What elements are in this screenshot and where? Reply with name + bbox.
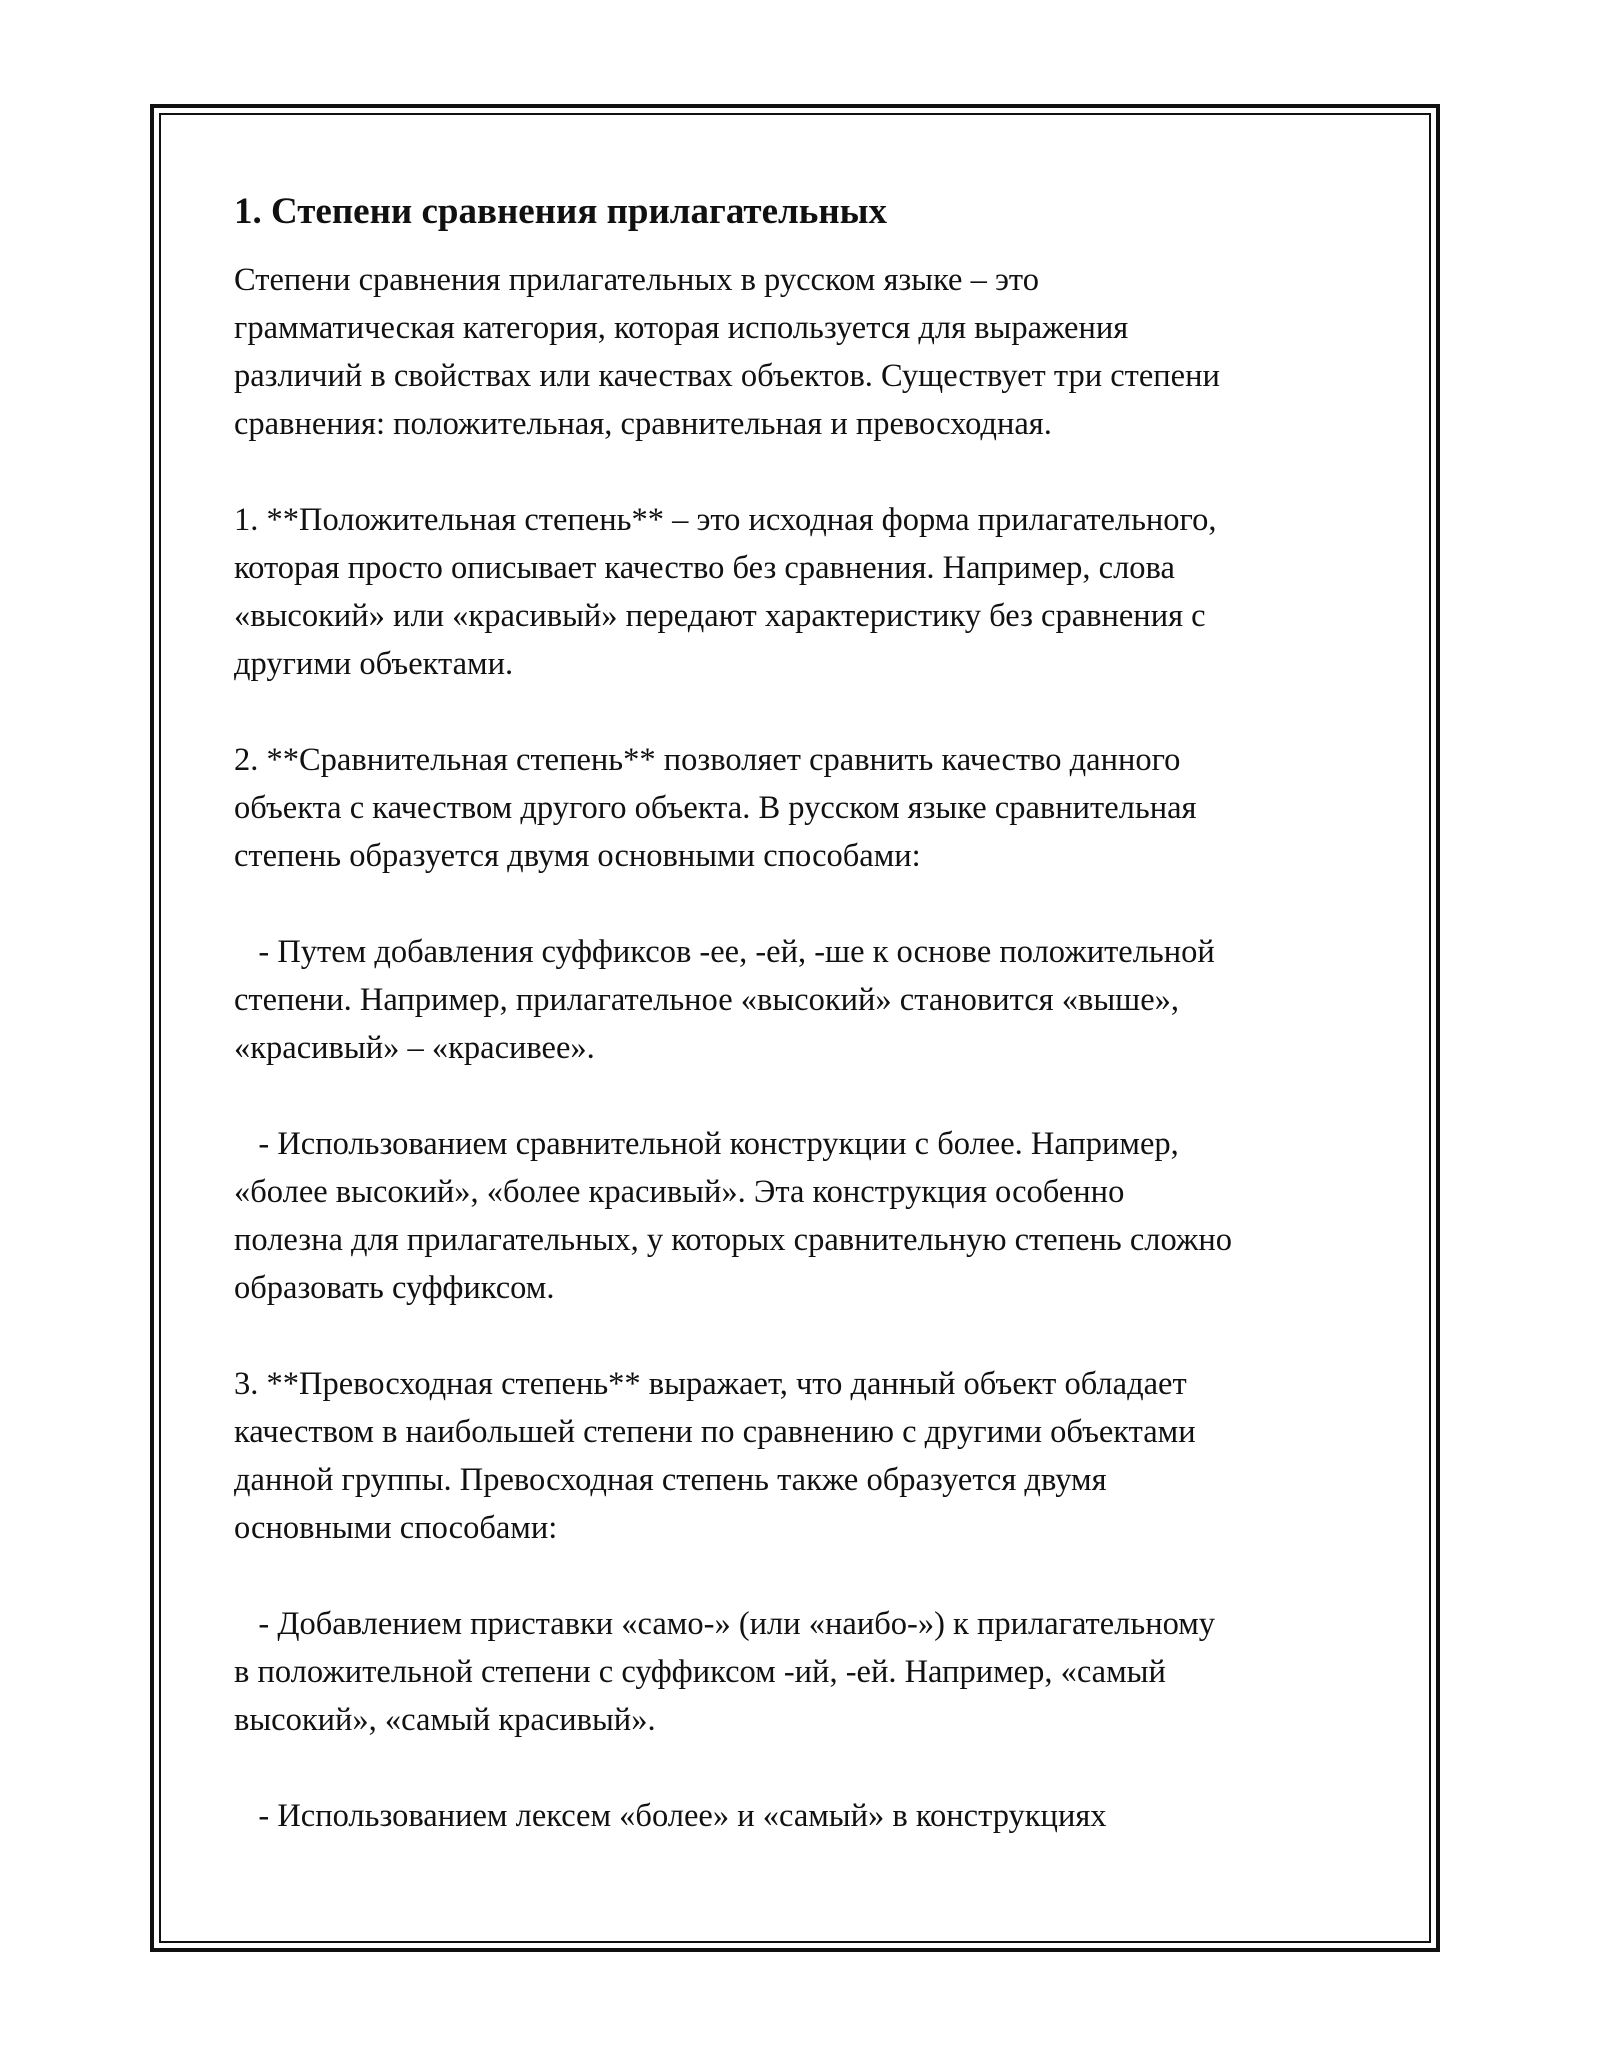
- paragraph-spacer: [234, 1072, 1374, 1120]
- text-line: - Путем добавления суффиксов -ее, -ей, -ше к основе положительной: [234, 934, 1215, 970]
- paragraph-comparative-suffixes: [234, 928, 1374, 1072]
- document-content: [234, 188, 1374, 1840]
- paragraph-superlative-degree: [234, 1360, 1374, 1552]
- paragraph-superlative-prefix: [234, 1600, 1374, 1744]
- text-line: которая просто описывает качество без сравнения. Например, слова: [234, 550, 1175, 586]
- paragraph-spacer: [234, 1312, 1374, 1360]
- text-line: другими объектами.: [234, 646, 514, 682]
- text-line: 3. **Превосходная степень** выражает, что данный объект обладает: [234, 1366, 1187, 1402]
- text-line: степень образуется двумя основными способами:: [234, 838, 921, 874]
- section-heading: 1. Степени сравнения прилагательных: [234, 191, 888, 232]
- text-line: - Использованием лексем «более» и «самый» в конструкциях: [234, 1798, 1107, 1834]
- text-line: качеством в наибольшей степени по сравнению с другими объектами: [234, 1414, 1196, 1450]
- paragraph-comparative-degree: [234, 736, 1374, 880]
- paragraph-spacer: [234, 880, 1374, 928]
- text-line: «более высокий», «более красивый». Эта конструкция особенно: [234, 1174, 1125, 1210]
- paragraph-spacer: [234, 688, 1374, 736]
- paragraph-spacer: [234, 1552, 1374, 1600]
- text-line: «высокий» или «красивый» передают характеристику без сравнения с: [234, 598, 1206, 634]
- text-line: различий в свойствах или качествах объектов. Существует три степени: [234, 358, 1220, 394]
- text-line: основными способами:: [234, 1510, 558, 1546]
- text-line: степени. Например, прилагательное «высокий» становится «выше»,: [234, 982, 1179, 1018]
- text-line: объекта с качеством другого объекта. В русском языке сравнительная: [234, 790, 1197, 826]
- text-line: высокий», «самый красивый».: [234, 1702, 656, 1738]
- text-line: 2. **Сравнительная степень** позволяет сравнить качество данного: [234, 742, 1181, 778]
- text-line: «красивый» – «красивее».: [234, 1030, 595, 1066]
- text-line: 1. **Положительная степень** – это исходная форма прилагательного,: [234, 502, 1217, 538]
- text-line: полезна для прилагательных, у которых сравнительную степень сложно: [234, 1222, 1233, 1258]
- paragraph-spacer: [234, 448, 1374, 496]
- text-line: образовать суффиксом.: [234, 1270, 555, 1306]
- paragraph-comparative-construction: [234, 1120, 1374, 1312]
- text-line: в положительной степени с суффиксом -ий, -ей. Например, «самый: [234, 1654, 1166, 1690]
- paragraph-positive-degree: [234, 496, 1374, 688]
- text-line: Степени сравнения прилагательных в русском языке – это: [234, 262, 1039, 298]
- text-line: - Добавлением приставки «само-» (или «наибо-») к прилагательному: [234, 1606, 1216, 1642]
- text-line: грамматическая категория, которая используется для выражения: [234, 310, 1129, 346]
- paragraph-spacer: [234, 1744, 1374, 1792]
- paragraph-intro: [234, 256, 1374, 448]
- text-line: сравнения: положительная, сравнительная и превосходная.: [234, 406, 1052, 442]
- text-line: - Использованием сравнительной конструкции с более. Например,: [234, 1126, 1179, 1162]
- text-line: данной группы. Превосходная степень также образуется двумя: [234, 1462, 1107, 1498]
- paragraph-superlative-lexemes: [234, 1792, 1374, 1840]
